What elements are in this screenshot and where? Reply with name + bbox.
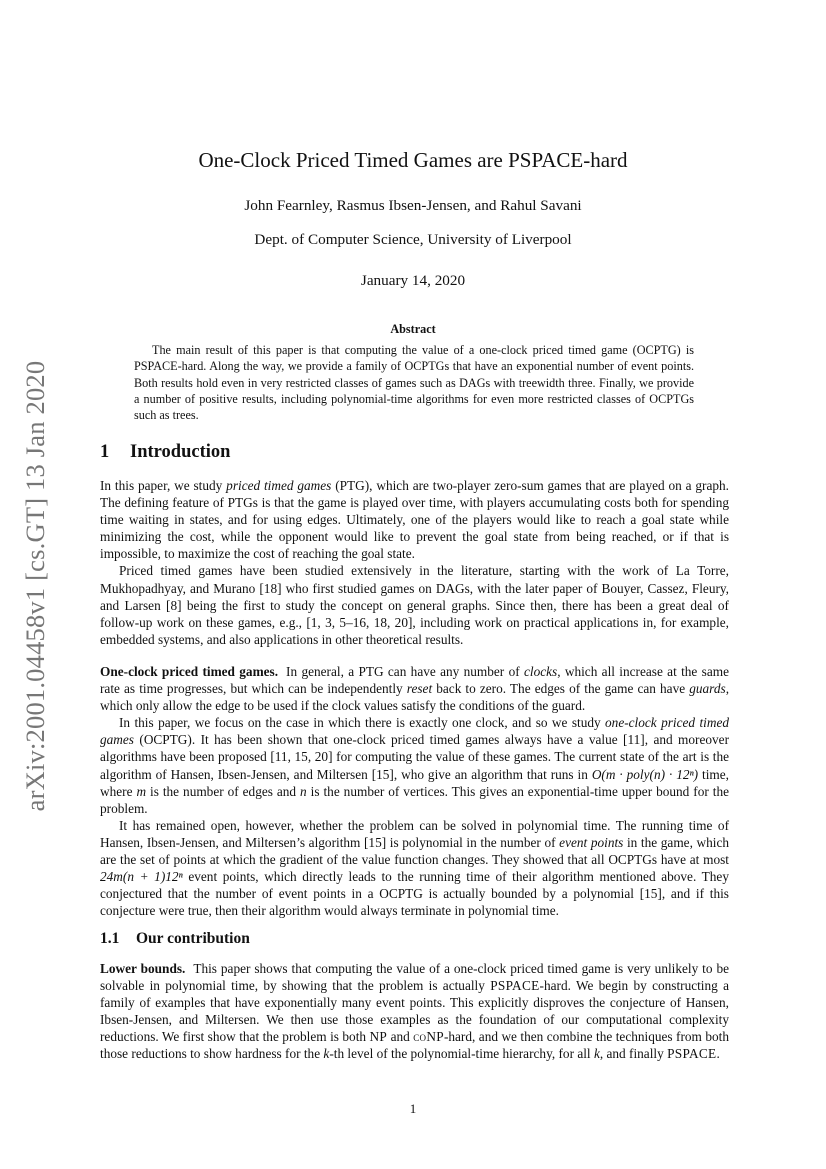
section-number: 1.1 xyxy=(100,930,120,947)
ocptg-body xyxy=(100,663,729,919)
text-run: back to zero. The edges of the game can have xyxy=(432,681,690,697)
text-run: In this paper, we study xyxy=(100,478,227,493)
section-heading-introduction xyxy=(100,442,730,463)
complexity-class: NP xyxy=(369,1029,388,1045)
math: k xyxy=(593,1046,600,1062)
text-run: (OCPTG). It has been shown that one-clock priced timed games always have a value [11], and moreover algorithms have been proposed [11, 15, 20] for computing the value of these games. The current state of the art is the algorithm of Hansen, Ibsen-Jensen, and Miltersen [15], who give an algorithm that runs in xyxy=(100,732,729,782)
affiliation: Dept. of Computer Science, University of Liverpool xyxy=(254,231,572,248)
text-run: event points, which directly leads to the running time of their algorithm mentioned above. They conjectured that the number of event points in a OCPTG is actually bounded by a polynomial [15], and if this conjecture were true, then their algorithm would always terminate in polynomial time. xyxy=(100,869,729,919)
complexity-class: PSPACE xyxy=(667,1046,717,1062)
text-run: (PTG), which are two-player zero-sum games that are played on a graph. The defining feature of PTGs is that the game is played over time, with players accumulating costs both for spending time waiting in states, and for using edges. Ultimately, one of the players would like to reach a goal state while minimizing the cost, while the opponent would like to prevent the goal state from being reached, or if that is impossible, to maximize the cost of reaching the goal state. xyxy=(100,478,729,562)
math: m xyxy=(136,783,147,799)
text-run: is the number of vertices. This gives an exponential-time upper bound for the problem. xyxy=(100,783,729,816)
arxiv-sidebar-stamp: arXiv:2001.04458v1 [cs.GT] 13 Jan 2020 xyxy=(20,360,50,812)
complexity-class: PSPACE xyxy=(490,978,540,994)
paragraph xyxy=(100,663,729,714)
text-run: -hard. We begin by constructing a family of examples that have exponentially many event points. This explicitly disproves the conjecture of Hansen, Ibsen-Jensen, and Miltersen. We then use those examples as the foundation of our computational complexity reductions. We first show that the problem is both xyxy=(100,978,729,1045)
run-in-heading: One-clock priced timed games. xyxy=(100,664,279,679)
text-run: , which only allow the edge to be used if the clock values satisfy the conditions of the guard. xyxy=(100,681,730,714)
paper-title: One-Clock Priced Timed Games are PSPACE-hard xyxy=(198,148,628,172)
section-title: Our contribution xyxy=(136,930,250,947)
text-run: in the game, which are the set of points at which the gradient of the value function changes. They showed that all OCPTGs have at most xyxy=(100,834,729,868)
text-run: , and finally xyxy=(599,1046,668,1062)
math: O(m · poly(n) · 12ⁿ) xyxy=(591,766,699,782)
text-run: and xyxy=(387,1029,414,1045)
paragraph: Priced timed games have been studied extensively in the literature, starting with the work of La Torre, Mukhopadhyay, and Murano [18] who first studied games on DAGs, with the later paper of Bouyer, Cassez, Fleury, and Larsen [8] being the first to study the concept on general graphs. Since then, there has been a great deal of follow-up work on these games, e.g., [1, 3, 5–16, 18, 20], including work on practical applications in, for example, embedded systems, and also applications in other theoretical results. xyxy=(100,563,729,647)
section-title: Introduction xyxy=(130,442,231,462)
authors: John Fearnley, Rasmus Ibsen-Jensen, and Rahul Savani xyxy=(244,197,582,214)
date: January 14, 2020 xyxy=(360,272,466,289)
text-run: It has remained open, however, whether the problem can be solved in polynomial time. The running time of Hansen, Ibsen-Jensen, and Miltersen’s algorithm [15] is polynomial in the number of xyxy=(100,817,729,850)
text-run: , which all increase at the same rate as time progresses, but which can be independently xyxy=(100,664,729,697)
math: n xyxy=(300,783,307,799)
section-heading-our-contribution xyxy=(100,930,730,948)
math: 24m(n + 1)12ⁿ xyxy=(100,869,183,885)
abstract-body xyxy=(134,342,694,423)
paragraph xyxy=(100,960,729,1063)
text-run: is the number of edges and xyxy=(146,783,301,799)
run-in-heading: Lower bounds. xyxy=(100,961,186,976)
text-run: time, where xyxy=(100,766,729,799)
math: k xyxy=(323,1046,330,1062)
text-run: . xyxy=(716,1046,720,1062)
paragraph xyxy=(100,714,729,817)
paragraph xyxy=(100,477,729,562)
abstract-heading: Abstract xyxy=(390,322,436,336)
emphasis: event points xyxy=(559,834,624,850)
section-number: 1 xyxy=(100,442,110,462)
emphasis: priced timed games xyxy=(226,478,332,493)
introduction-body xyxy=(100,477,729,648)
emphasis: reset xyxy=(406,681,433,697)
emphasis: guards xyxy=(689,681,726,697)
text-run: This paper shows that computing the value of a one-clock priced timed game is very unlikely to be solvable in polynomial time, by showing that the problem is actually xyxy=(100,961,729,994)
contribution-body xyxy=(100,960,729,1063)
abstract-text: The main result of this paper is that computing the value of a one-clock priced timed game (OCPTG) is PSPACE-hard. Along the way, we provide a family of OCPTGs that have an exponential number of event points. Both results hold even in very restricted classes of games such as DAGs with treewidth three. Finally, we provide a number of positive results, including polynomial-time algorithms for even more restricted classes of OCPTGs such as trees. xyxy=(134,343,694,423)
text-run: -th level of the polynomial-time hierarchy, for all xyxy=(329,1046,594,1062)
page-number: 1 xyxy=(409,1101,417,1116)
text-run: -hard, and we then combine the techniques from both those reductions to show hardness for the xyxy=(100,1029,729,1062)
emphasis: clocks xyxy=(523,664,558,679)
emphasis: one-clock priced timed games xyxy=(100,715,729,748)
paragraph xyxy=(100,817,729,920)
complexity-class: coNP xyxy=(413,1029,444,1045)
text-run: In general, a PTG can have any number of xyxy=(286,664,524,679)
text-run: In this paper, we focus on the case in which there is exactly one clock, and so we study xyxy=(119,715,606,731)
